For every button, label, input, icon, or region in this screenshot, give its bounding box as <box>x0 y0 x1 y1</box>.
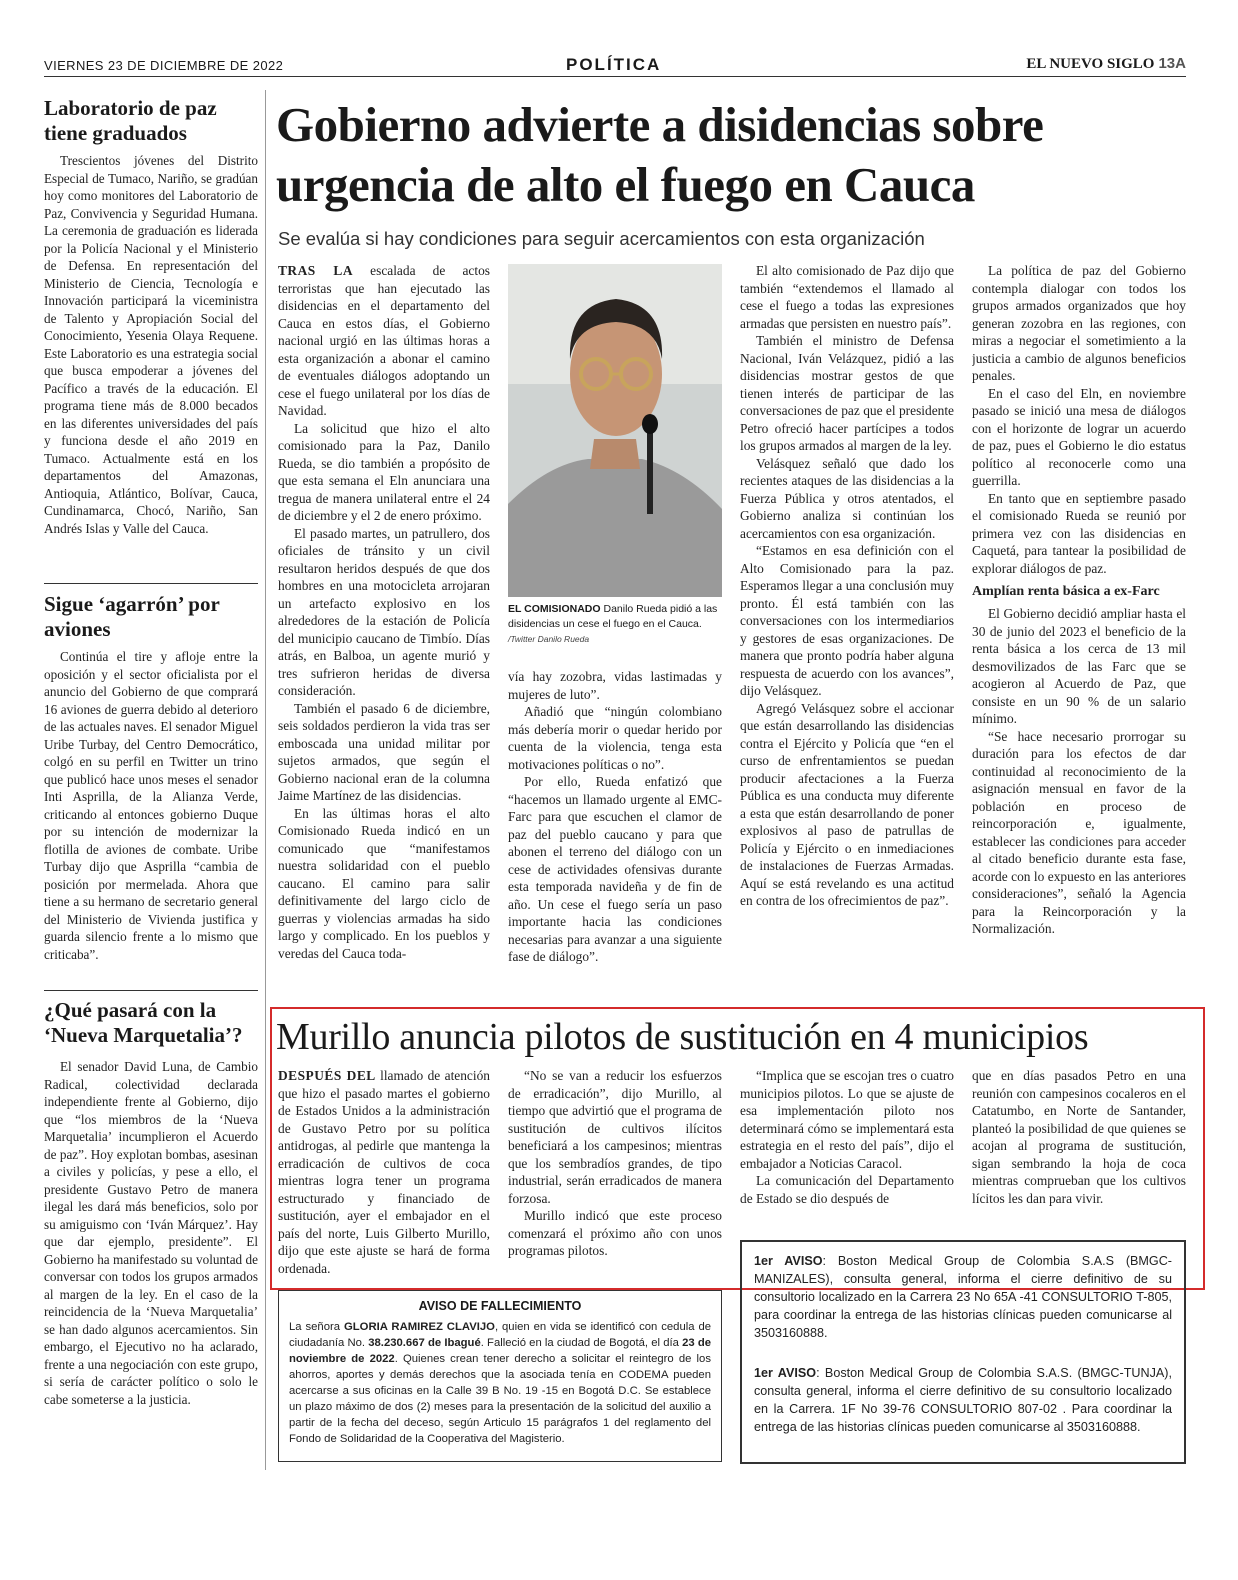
issue-date: VIERNES 23 DE DICIEMBRE DE 2022 <box>44 58 284 73</box>
paragraph: También el pasado 6 de diciembre, seis soldados perdieron la vida tras ser emboscada una unidad militar por sujetos armados, que según el Gobierno nacional eran de la columna Jaime Martínez de las disidencias. <box>278 700 490 803</box>
article-column-2 <box>508 668 722 998</box>
death-date: 23 de noviembre de 2022 <box>289 1337 712 1365</box>
story-title: Sigue ‘agarrón’ por aviones <box>44 592 220 641</box>
notice-text: : Boston Medical Group de Colombia S.A.S. (BMGC-TUNJA), consulta general, informa el cierre definitivo de su consultorio localizado en la Carrera. 1F No 39-76 CONSULTORIO 807-02 . Para coordinar la entrega de las historias clínicas pueden comunicarse al 3503160888. <box>754 1366 1172 1434</box>
murillo-column-4 <box>972 1067 1186 1227</box>
story-body: Continúa el tire y afloje entre la oposición y el sector oficialista por el anuncio del Gobierno de que comprará 16 aviones de guerra debido al deterioro de las actuales naves. El senador Miguel Uribe Turbay, del Centro Democrático, colgó en su perfil en Twitter un trino que publicó hace unos meses el senador Inti Asprilla, de la Alianza Verde, criticando al entonces gobierno Duque por su intención de modernizar la flotilla de aviones de combate. Uribe Turbay dijo que Asprilla “cambia de posición por mermelada. Ahora que tiene a su hermano de secretario general del Ministerio de Vivienda justifica y guarda silencio frente a lo mismo que criticaba”. <box>44 649 258 962</box>
paragraph: que en días pasados Petro en una reunión con campesinos cocaleros en el Catatumbo, en Norte de Santander, planteó la posibilidad de que quienes se acojan al programa de sustitución, sigan sembrando la hoja de coca mientras comprueban que los cultivos lícitos les dan para vivir. <box>972 1068 1186 1206</box>
text: , quien en vida se identificó con cedula de ciudadanía No. <box>289 1321 712 1349</box>
lead-in: DESPUÉS DEL <box>278 1068 376 1083</box>
paragraph: En el caso del Eln, en noviembre pasado se inició una mesa de diálogos con el horizonte de lograr un acuerdo de paz, pues el Gobierno le dio estatus político al reconocerle como una guerrilla. <box>972 385 1186 488</box>
caption-text: Danilo Rueda pidió a las disidencias un cese el fuego en el Cauca. <box>508 603 718 630</box>
paragraph: Añadió que “ningún colombiano más debería morir o quedar herido por cuenta de la violencia, tenga esta motivaciones políticas o no”. <box>508 704 722 772</box>
paragraph: La comunicación del Departamento de Estado se dio después de <box>740 1173 954 1206</box>
section-name: POLÍTICA <box>566 55 662 74</box>
paragraph: Velásquez señaló que dado los recientes ataques de las disidencias a la Fuerza Pública y otros atentados, el Gobierno analiza si continúan los acercamientos con esa organización. <box>740 455 954 541</box>
paragraph: Por ello, Rueda enfatizó que “hacemos un llamado urgente al EMC-Farc para que escuchen el clamor de paz del pueblo caucano y para que abonen el terreno del diálogo con un cese de actividades ofensivas durante esta temporada navideña y de fin de año. Un cese el fuego sería un paso importante hacia las condiciones necesarias para avanzar a una siguiente fase de diálogo”. <box>508 774 722 964</box>
divider <box>44 583 258 584</box>
article-column-3 <box>740 262 954 997</box>
lead-in: TRAS LA <box>278 263 353 278</box>
paragraph: “Implica que se escojan tres o cuatro municipios pilotos. Lo que se ajuste de esa implementación piloto nos determinará cómo se implementará esta estrategia en el resto del país”, dijo el embajador a Noticias Caracol. <box>740 1068 954 1171</box>
portrait-image <box>508 264 722 597</box>
story-body: El senador David Luna, de Cambio Radical, colectividad declarada independiente frente al Gobierno, dijo que “los miembros de la ‘Nueva Marquetalia’ incumplieron el Acuerdo de paz”. Hoy explotan bombas, asesinan a civiles y policías, y pese a ello, el presidente Gustavo Petro de manera ilegal les dará más beneficios, solo por su amiguismo con ‘Iván Márquez’. Hay que dar ejemplo, presidente”. El Gobierno ha manifestado su voluntad de conversar con todos los grupos armados al margen de la ley. En el caso de la reincidencia de la ‘Nueva Marquetalia’ se han dado algunos acercamientos. Sin embargo, el Ejecutivo no ha aclarado, frente a una negociación con este grupo, si sería de carácter político o solo le cabe someterse a la justicia. <box>44 1059 258 1407</box>
sidebar-story-1 <box>44 96 258 537</box>
paragraph: En tanto que en septiembre pasado el comisionado Rueda se reunió por primera vez con las disidencias en Caquetá, para tantear la posibilidad de explorar diálogos de paz. <box>972 490 1186 576</box>
masthead <box>1026 55 1186 73</box>
text: . Falleció en la ciudad de Bogotá, el día <box>480 1337 679 1349</box>
page-number: 13A <box>1158 55 1186 72</box>
main-headline: Gobierno advierte a disidencias sobre urgencia de alto el fuego en Cauca <box>276 97 1044 212</box>
paragraph: La solicitud que hizo el alto comisionado para la Paz, Danilo Rueda, se dio también a propósito de que esta semana el Eln anunciara una tregua de manera unilateral entre el 24 de diciembre y el 2 de enero próximo. <box>278 420 490 523</box>
caption-lead: EL COMISIONADO <box>508 603 601 615</box>
paragraph: “No se van a reducir los esfuerzos de erradicación”, dijo Murillo, al tiempo que advirtió que el programa de sustitución de cultivos ilícitos beneficiará a los campesinos; mientras que los sembradíos grandes, de tipo industrial, serán erradicados de manera forzosa. <box>508 1068 722 1206</box>
murillo-column-1 <box>278 1067 490 1277</box>
story-title: Laboratorio de paz tiene graduados <box>44 96 217 145</box>
paragraph: “Estamos en esa definición con el Alto Comisionado para la paz. Esperamos llegar a una conclusión muy pronto. Él está también con las conversaciones con los intermediarios y gestores de esas organizaciones. De manera que pronto podría haber alguna respuesta de acuerdo con los avances”, dijo Velásquez. <box>740 543 954 698</box>
paragraph: El alto comisionado de Paz dijo que también “extendemos el llamado al cese el fuego a todas las expresiones armadas que persisten en nuestro país”. <box>740 263 954 331</box>
paragraph: llamado de atención que hizo el pasado martes el gobierno de Estados Unidos a la administración de Gustavo Petro por su política antidrogas, al pedirle que mantenga la erradicación de cultivos de coca mientras logra tener un programa estructurado y financiado de sustitución, ayer el embajador en el país del norte, Luis Gilberto Murillo, dijo que este ajuste se hará de forma ordenada. <box>278 1068 490 1276</box>
id-number: 38.230.667 de Ibagué <box>368 1337 481 1349</box>
paragraph: vía hay zozobra, vidas lastimadas y mujeres de luto”. <box>508 669 722 702</box>
notice-title: AVISO DE FALLECIMIENTO <box>418 1299 582 1313</box>
article-column-1 <box>278 262 490 997</box>
paper-name: EL NUEVO SIGLO <box>1026 56 1155 72</box>
paragraph: Murillo indicó que este proceso comenzará el próximo año con unos programas pilotos. <box>508 1208 722 1258</box>
notice-lead: 1er AVISO <box>754 1366 817 1380</box>
paragraph: El Gobierno decidió ampliar hasta el 30 de junio del 2023 el beneficio de la renta básica a los cerca de 13 mil desmovilizados de las Farc que se acogieron al Acuerdo de Paz, que consiste en un 90 % de un salario mínimo. <box>972 606 1186 726</box>
column-rule <box>265 90 266 1470</box>
header-rule <box>44 76 1186 77</box>
article-column-4 <box>972 262 1186 997</box>
sidebar-story-2 <box>44 592 258 963</box>
paragraph: El pasado martes, un patrullero, dos oficiales de tránsito y un civil resultaron heridos después de que dos hombres en una motocicleta arrojaran un artefacto explosivo en los alrededores de la estación de Policía del municipio caucano de Timbío. Días atrás, en Balboa, un agente murió y tres sufrieron heridas de diversa consideración. <box>278 525 490 698</box>
paragraph: En las últimas horas el alto Comisionado Rueda indicó en un comunicado que “manifestamos nuestra solidaridad con el pueblo caucano. El camino para salir definitivamente del largo ciclo de guerras y violencias armadas ha sido largo y complicado. En los pueblos y veredas del Cauca toda- <box>278 805 490 961</box>
notice-tunja <box>754 1364 1172 1436</box>
notice-text: : Boston Medical Group de Colombia S.A.S (BMGC-MANIZALES), consulta general, informa el cierre definitivo de su consultorio localizado en la Carrera 23 No 65A -41 CONSULTORIO T-805, para coordinar la entrega de las historias clínicas pueden comunicarse al 3503160888. <box>754 1254 1172 1340</box>
caption-credit: /Twitter Danilo Rueda <box>508 634 590 644</box>
story-title: ¿Qué pasará con la ‘Nueva Marquetalia’? <box>44 998 243 1047</box>
main-subhead: Se evalúa si hay condiciones para seguir acercamientos con esta organización <box>278 228 925 249</box>
text: La señora <box>289 1321 341 1333</box>
murillo-column-3 <box>740 1067 954 1227</box>
closure-notices <box>740 1240 1186 1464</box>
notice-lead: 1er AVISO <box>754 1254 823 1268</box>
section-subtitle: Amplían renta básica a ex-Farc <box>972 584 1160 599</box>
portrait-photo <box>508 264 722 597</box>
paragraph: escalada de actos terroristas que han ejecutado las disidencias en el departamento del Cauca en estos días, el Gobierno nacional urgió en las últimas horas a esta organización a abonar el camino de eventuales diálogos adoptando un cese el fuego unilateral por los días de Navidad. <box>278 263 490 418</box>
divider <box>44 990 258 991</box>
text: . Quienes crean tener derecho a solicitar el reintegro de los ahorros, aportes y demás derechos que la asociada tenía en CODEMA pueden acercarse a sus oficinas en la Calle 39 B No. 19 -15 en Bogotá D.C. Se establece un plazo máximo de dos (2) meses para la presentación de la solicitud del auxilio a partir de la fecha del deceso, según Articulo 15 parágrafos 1 del reglamento del Fondo de Solidaridad de la Cooperativa del Magisterio. <box>289 1353 711 1445</box>
photo-caption <box>508 602 722 647</box>
obituary-notice <box>278 1290 722 1462</box>
notice-body <box>289 1319 711 1447</box>
paragraph: “Se hace necesario prorrogar su duración para los efectos de dar continuidad al reconocimiento de la asignación mensual en favor de la población en proceso de reincorporación e, igualmente, establecer las condiciones para acceder al citado beneficio durante esta fase, acorde con lo expuesto en las anteriores consideraciones”, señaló la Agencia para la Reincorporación y la Normalización. <box>972 728 1186 936</box>
paragraph: Agregó Velásquez sobre el accionar que están desarrollando las disidencias contra el Ejército y Policía que “en el curso de enfrentamientos se puedan producir afectaciones a la Fuerza Pública es una conducta muy diferente a esta que están desarrollando de poner explosivos al paso de patrullas de Policía y Ejército o en inmediaciones de instalaciones de Fuerzas Armadas. Aquí se está revelando es una actitud en contra de los ofrecimientos de paz”. <box>740 700 954 908</box>
murillo-headline: Murillo anuncia pilotos de sustitución en 4 municipios <box>276 1016 1089 1058</box>
murillo-column-2 <box>508 1067 722 1277</box>
paragraph: La política de paz del Gobierno contempla dialogar con todos los grupos armados organizados que hoy generan zozobra en las regiones, con miras a negociar el sometimiento a la justicia a cambio de algunos beneficios penales. <box>972 263 1186 383</box>
sidebar-story-3 <box>44 998 258 1408</box>
deceased-name: GLORIA RAMIREZ CLAVIJO <box>343 1321 495 1333</box>
notice-manizales <box>754 1252 1172 1342</box>
paragraph: También el ministro de Defensa Nacional, Iván Velázquez, pidió a las disidencias mostrar gestos de que tienen interés de participar de las conversaciones de paz que el presidente Petro ofreció hacer partícipes a todos los grupos armados al margen de la ley. <box>740 333 954 453</box>
story-body: Trescientos jóvenes del Distrito Especial de Tumaco, Nariño, se gradúan hoy como monitores del Laboratorio de Paz, Convivencia y Seguridad Humana. La ceremonia de graduación es liderada por la Policía Nacional y el Ministerio de Defensa. En representación del Ministerio de Ciencia, Tecnología e Innovación participará la viceministra de Talento y Apropiación Social del Conocimiento, Yesenia Olaya Requene. Este Laboratorio es una estrategia social que busca empoderar a jóvenes del Pacífico a través de la educación. El programa tiene más de 8.000 becados en las diferentes universidades del país y funciona desde el año 2019 en Tumaco. Actualmente está en los departamentos del Amazonas, Antioquia, Atlántico, Bolívar, Cauca, Cundinamarca, Chocó, Nariño, San Andrés Islas y Valle del Cauca. <box>44 153 258 536</box>
